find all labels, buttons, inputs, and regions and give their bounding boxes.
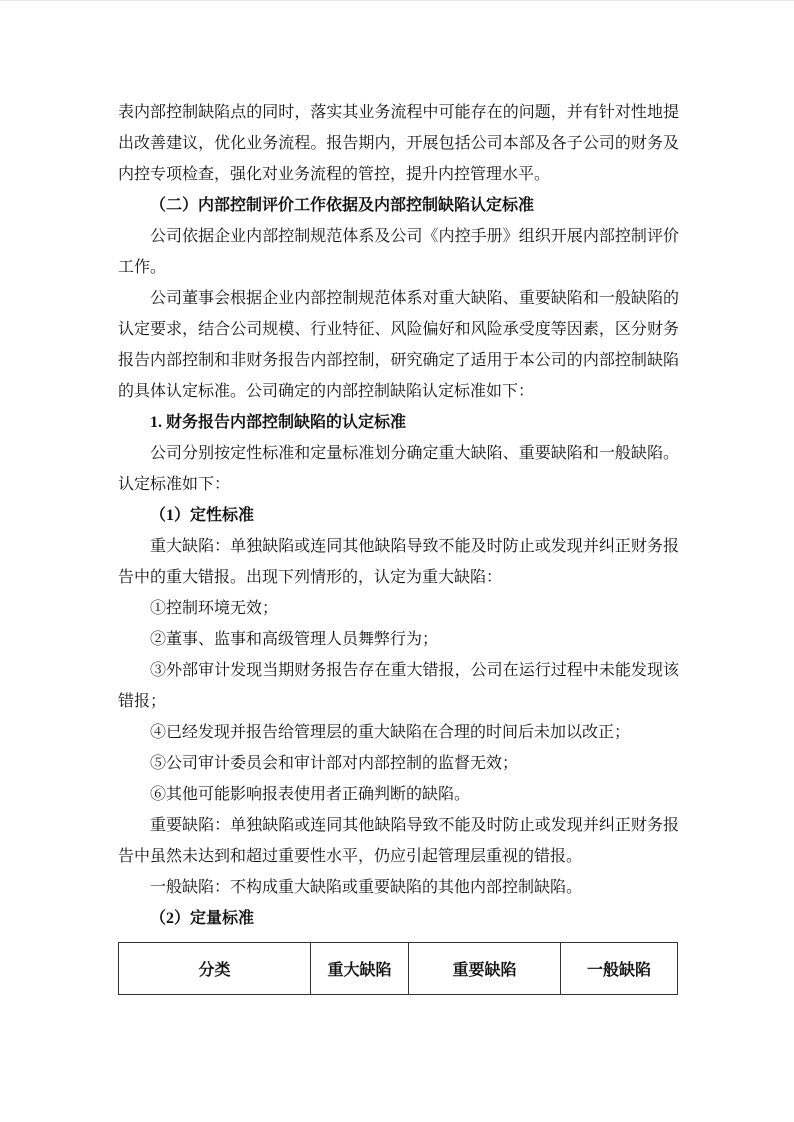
numbered-item-6: ⑥其他可能影响报表使用者正确判断的缺陷。 (150, 786, 471, 803)
table-header-general-defect: 一般缺陷 (561, 943, 678, 995)
table-header-category: 分类 (119, 943, 311, 995)
paragraph-board-criteria: 公司董事会根据企业内部控制规范体系对重大缺陷、重要缺陷和一般缺陷的认定要求，结合公司规模、行业特征、风险偏好和风险承受度等因素，区分财务报告内部控制和非财务报告内部控制，研究确定了适用于本公司的内部控制缺陷的具体认定标准。公司确定的内部控制缺陷认定标准如下： (118, 290, 679, 400)
paragraph-criteria-intro: 公司分别按定性标准和定量标准划分确定重大缺陷、重要缺陷和一般缺陷。认定标准如下： (118, 445, 679, 493)
numbered-item-1: ①控制环境无效； (150, 600, 279, 617)
heading-qualitative-criteria: （1）定性标准 (150, 507, 255, 524)
paragraph-evaluation-basis: 公司依据企业内部控制规范体系及公司《内控手册》组织开展内部控制评价工作。 (118, 228, 679, 276)
paragraph-important-defect-definition: 重要缺陷：单独缺陷或连同其他缺陷导致不能及时防止或发现并纠正财务报告中虽然未达到和超过重要性水平，仍应引起管理层重视的错报。 (118, 817, 679, 865)
table-header-important-defect: 重要缺陷 (409, 943, 561, 995)
paragraph-major-defect-definition: 重大缺陷：单独缺陷或连同其他缺陷导致不能及时防止或发现并纠正财务报告中的重大错报。出现下列情形的，认定为重大缺陷： (118, 538, 679, 586)
heading-financial-report-criteria: 1. 财务报告内部控制缺陷的认定标准 (150, 414, 407, 431)
heading-section-evaluation-basis: （二）内部控制评价工作依据及内部控制缺陷认定标准 (150, 197, 535, 214)
heading-quantitative-criteria: （2）定量标准 (150, 910, 255, 927)
table-header-row (119, 943, 678, 995)
quantitative-criteria-table (118, 942, 678, 995)
numbered-item-4: ④已经发现并报告给管理层的重大缺陷在合理的时间后未加以改正； (150, 724, 631, 741)
numbered-item-5: ⑤公司审计委员会和审计部对内部控制的监督无效； (150, 755, 519, 772)
paragraph-general-defect-definition: 一般缺陷：不构成重大缺陷或重要缺陷的其他内部控制缺陷。 (150, 879, 583, 896)
document-content (118, 97, 679, 995)
numbered-item-3: ③外部审计发现当期财务报告存在重大错报，公司在运行过程中未能发现该错报； (118, 662, 679, 710)
paragraph-continuation: 表内部控制缺陷点的同时，落实其业务流程中可能存在的问题，并有针对性地提出改善建议，优化业务流程。报告期内，开展包括公司本部及各子公司的财务及内控专项检查，强化对业务流程的管控，提升内控管理水平。 (118, 104, 679, 183)
numbered-item-2: ②董事、监事和高级管理人员舞弊行为； (150, 631, 439, 648)
table-header-major-defect: 重大缺陷 (311, 943, 409, 995)
